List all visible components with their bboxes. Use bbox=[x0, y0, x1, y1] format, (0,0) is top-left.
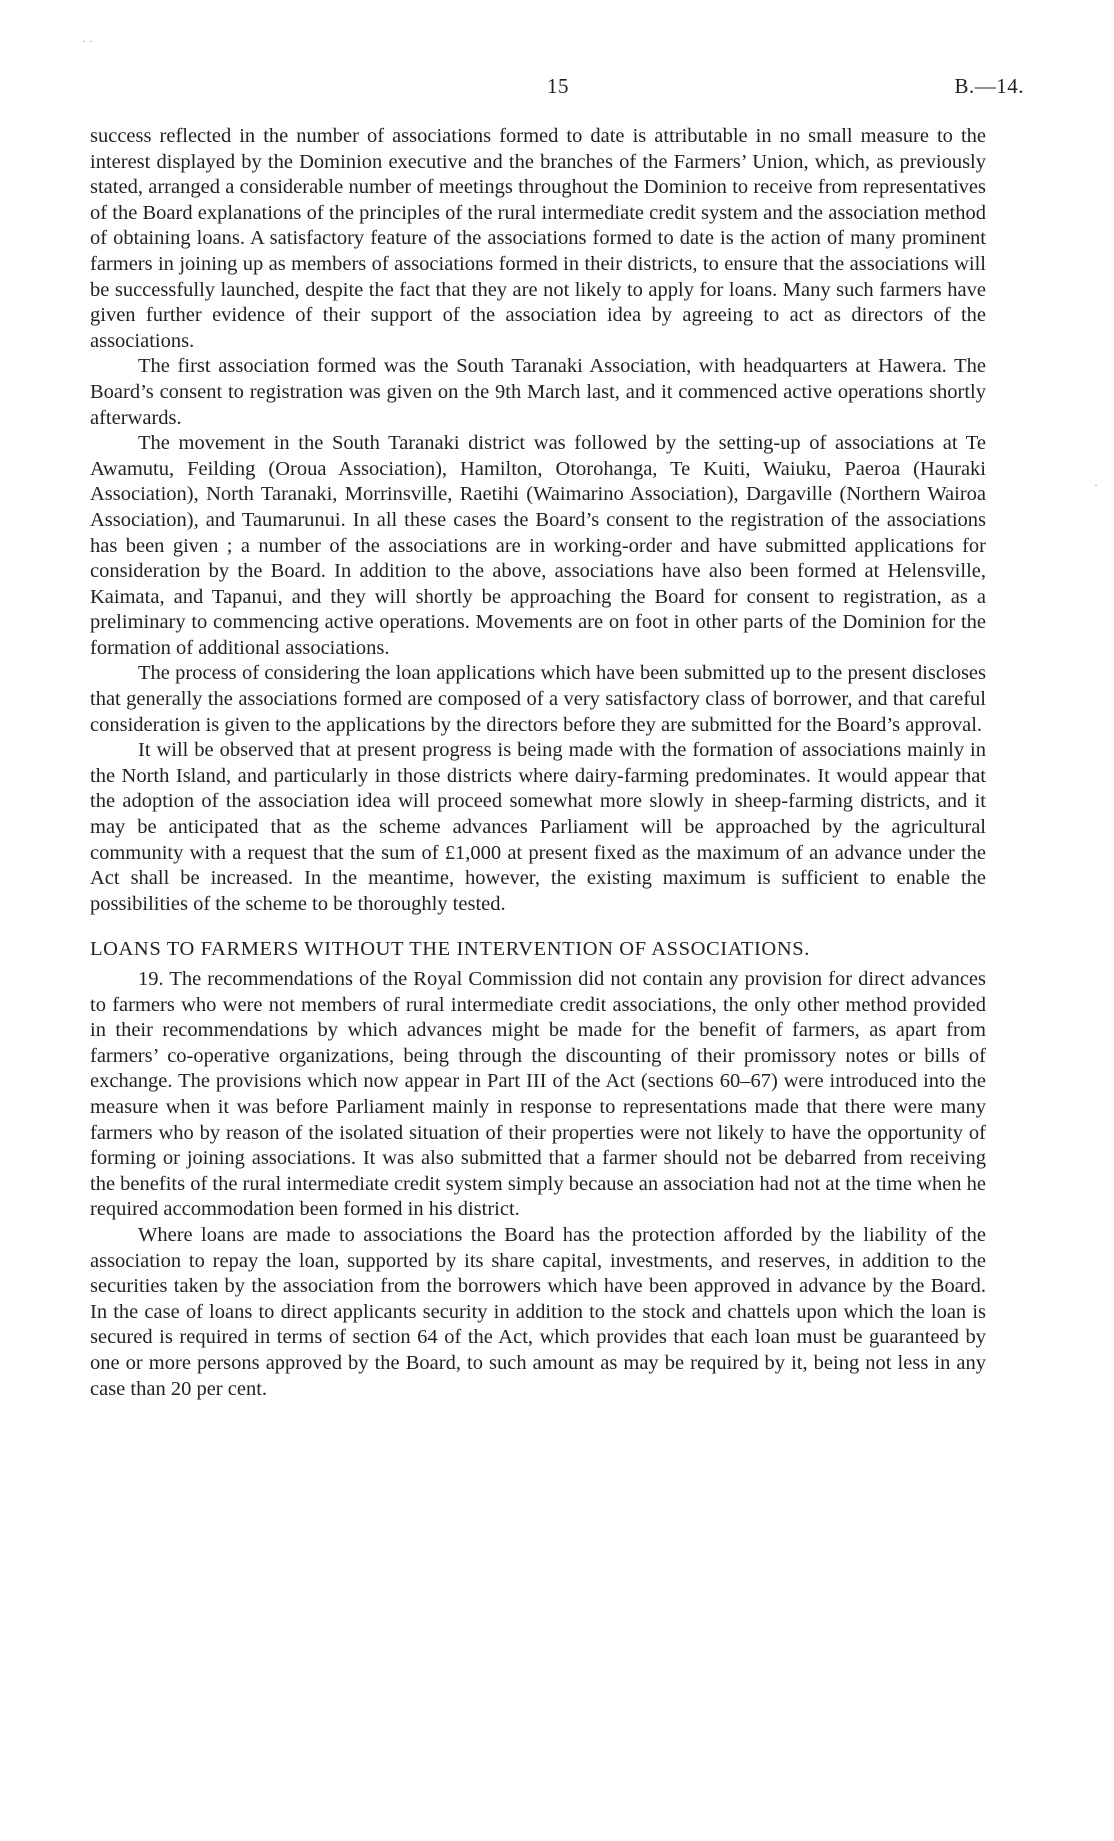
paragraph: Where loans are made to associations the Board has the protection afforded by the liability of the association to repay the loan, supported by its share capital, investments, and reserves, in addition to the securities taken by the association from the borrowers which have been approved in advance by the Board. In the case of loans to direct applicants security in addition to the stock and chattels upon which the loan is secured is required in terms of section 64 of the Act, which provides that each loan must be guaranteed by one or more persons approved by the Board, to such amount as may be required by it, being not less in any case than 20 per cent. bbox=[90, 1223, 986, 1400]
scan-speck: · bbox=[1094, 478, 1098, 492]
section-heading: LOANS TO FARMERS WITHOUT THE INTERVENTION OF ASSOCIATIONS. bbox=[90, 938, 810, 961]
document-body bbox=[90, 124, 986, 1402]
paragraph: The first association formed was the South Taranaki Association, with headquarters at Hawera. The Board’s consent to registration was given on the 9th March last, and it commenced active operations shortly afterwards. bbox=[90, 355, 986, 429]
paragraph: The movement in the South Taranaki district was followed by the setting-up of associations at Te Awamutu, Feilding (Oroua Association), Hamilton, Otorohanga, Te Kuiti, Waiuku, Paeroa (Hauraki Association), North Taranaki, Morrinsville, Raetihi (Waimarino Association), Dargaville (Northern Wairoa Association), and Taumarunui. In all these cases the Board’s consent to the registration of the associations has been given ; a number of the associations are in working-order and have submitted applications for consideration by the Board. In addition to the above, associations have also been formed at Helensville, Kaimata, and Tapanui, and they will shortly be approaching the Board for consent to registration, as a preliminary to commencing active operations. Movements are on foot in other parts of the Dominion for the formation of additional associations. bbox=[90, 432, 986, 659]
paragraph: The process of considering the loan applications which have been submitted up to the present discloses that generally the associations formed are composed of a very satisfactory class of borrower, and that careful consideration is given to the applications by the directors before they are submitted for the Board’s approval. bbox=[90, 662, 986, 736]
paragraph: It will be observed that at present progress is being made with the formation of associations mainly in the North Island, and particularly in those districts where dairy-farming predominates. It would appear that the adoption of the association idea will proceed somewhat more slowly in sheep-farming districts, and it may be anticipated that as the scheme advances Parliament will be approached by the agricultural community with a request that the sum of £1,000 at present fixed as the maximum of an advance under the Act shall be increased. In the meantime, however, the existing maximum is sufficient to enable the possibilities of the scheme to be thoroughly tested. bbox=[90, 739, 986, 915]
scan-speck: · · bbox=[82, 34, 93, 48]
page-header bbox=[92, 74, 1024, 102]
paragraph: success reflected in the number of associations formed to date is attributable in no small measure to the interest displayed by the Dominion executive and the branches of the Farmers’ Union, which, as previously stated, arranged a considerable number of meetings throughout the Dominion to receive from representatives of the Board explanations of the principles of the rural intermediate credit system and the association method of obtaining loans. A satisfactory feature of the associations formed to date is the action of many prominent farmers in joining up as members of associations formed in their districts, to ensure that the associations will be successfully launched, despite the fact that they are not likely to apply for loans. Many such farmers have given further evidence of their support of the association idea by agreeing to act as directors of the associations. bbox=[90, 125, 986, 352]
page-number: 15 bbox=[547, 74, 569, 98]
document-reference: B.—14. bbox=[954, 74, 1024, 98]
paragraph: 19. The recommendations of the Royal Commission did not contain any provision for direct advances to farmers who were not members of rural intermediate credit associations, the only other method provided in their recommendations by which advances might be made for the benefit of farmers, as apart from farmers’ co-operative organizations, being through the discounting of their promissory notes or bills of exchange. The provisions which now appear in Part III of the Act (sections 60–67) were introduced into the measure when it was before Parliament mainly in response to representations made that there were many farmers who by reason of the isolated situation of their properties were not likely to have the opportunity of forming or joining associations. It was also submitted that a farmer should not be debarred from receiving the benefits of the rural intermediate credit system simply because an association had not at the time when he required accommodation been formed in his district. bbox=[90, 968, 987, 1221]
